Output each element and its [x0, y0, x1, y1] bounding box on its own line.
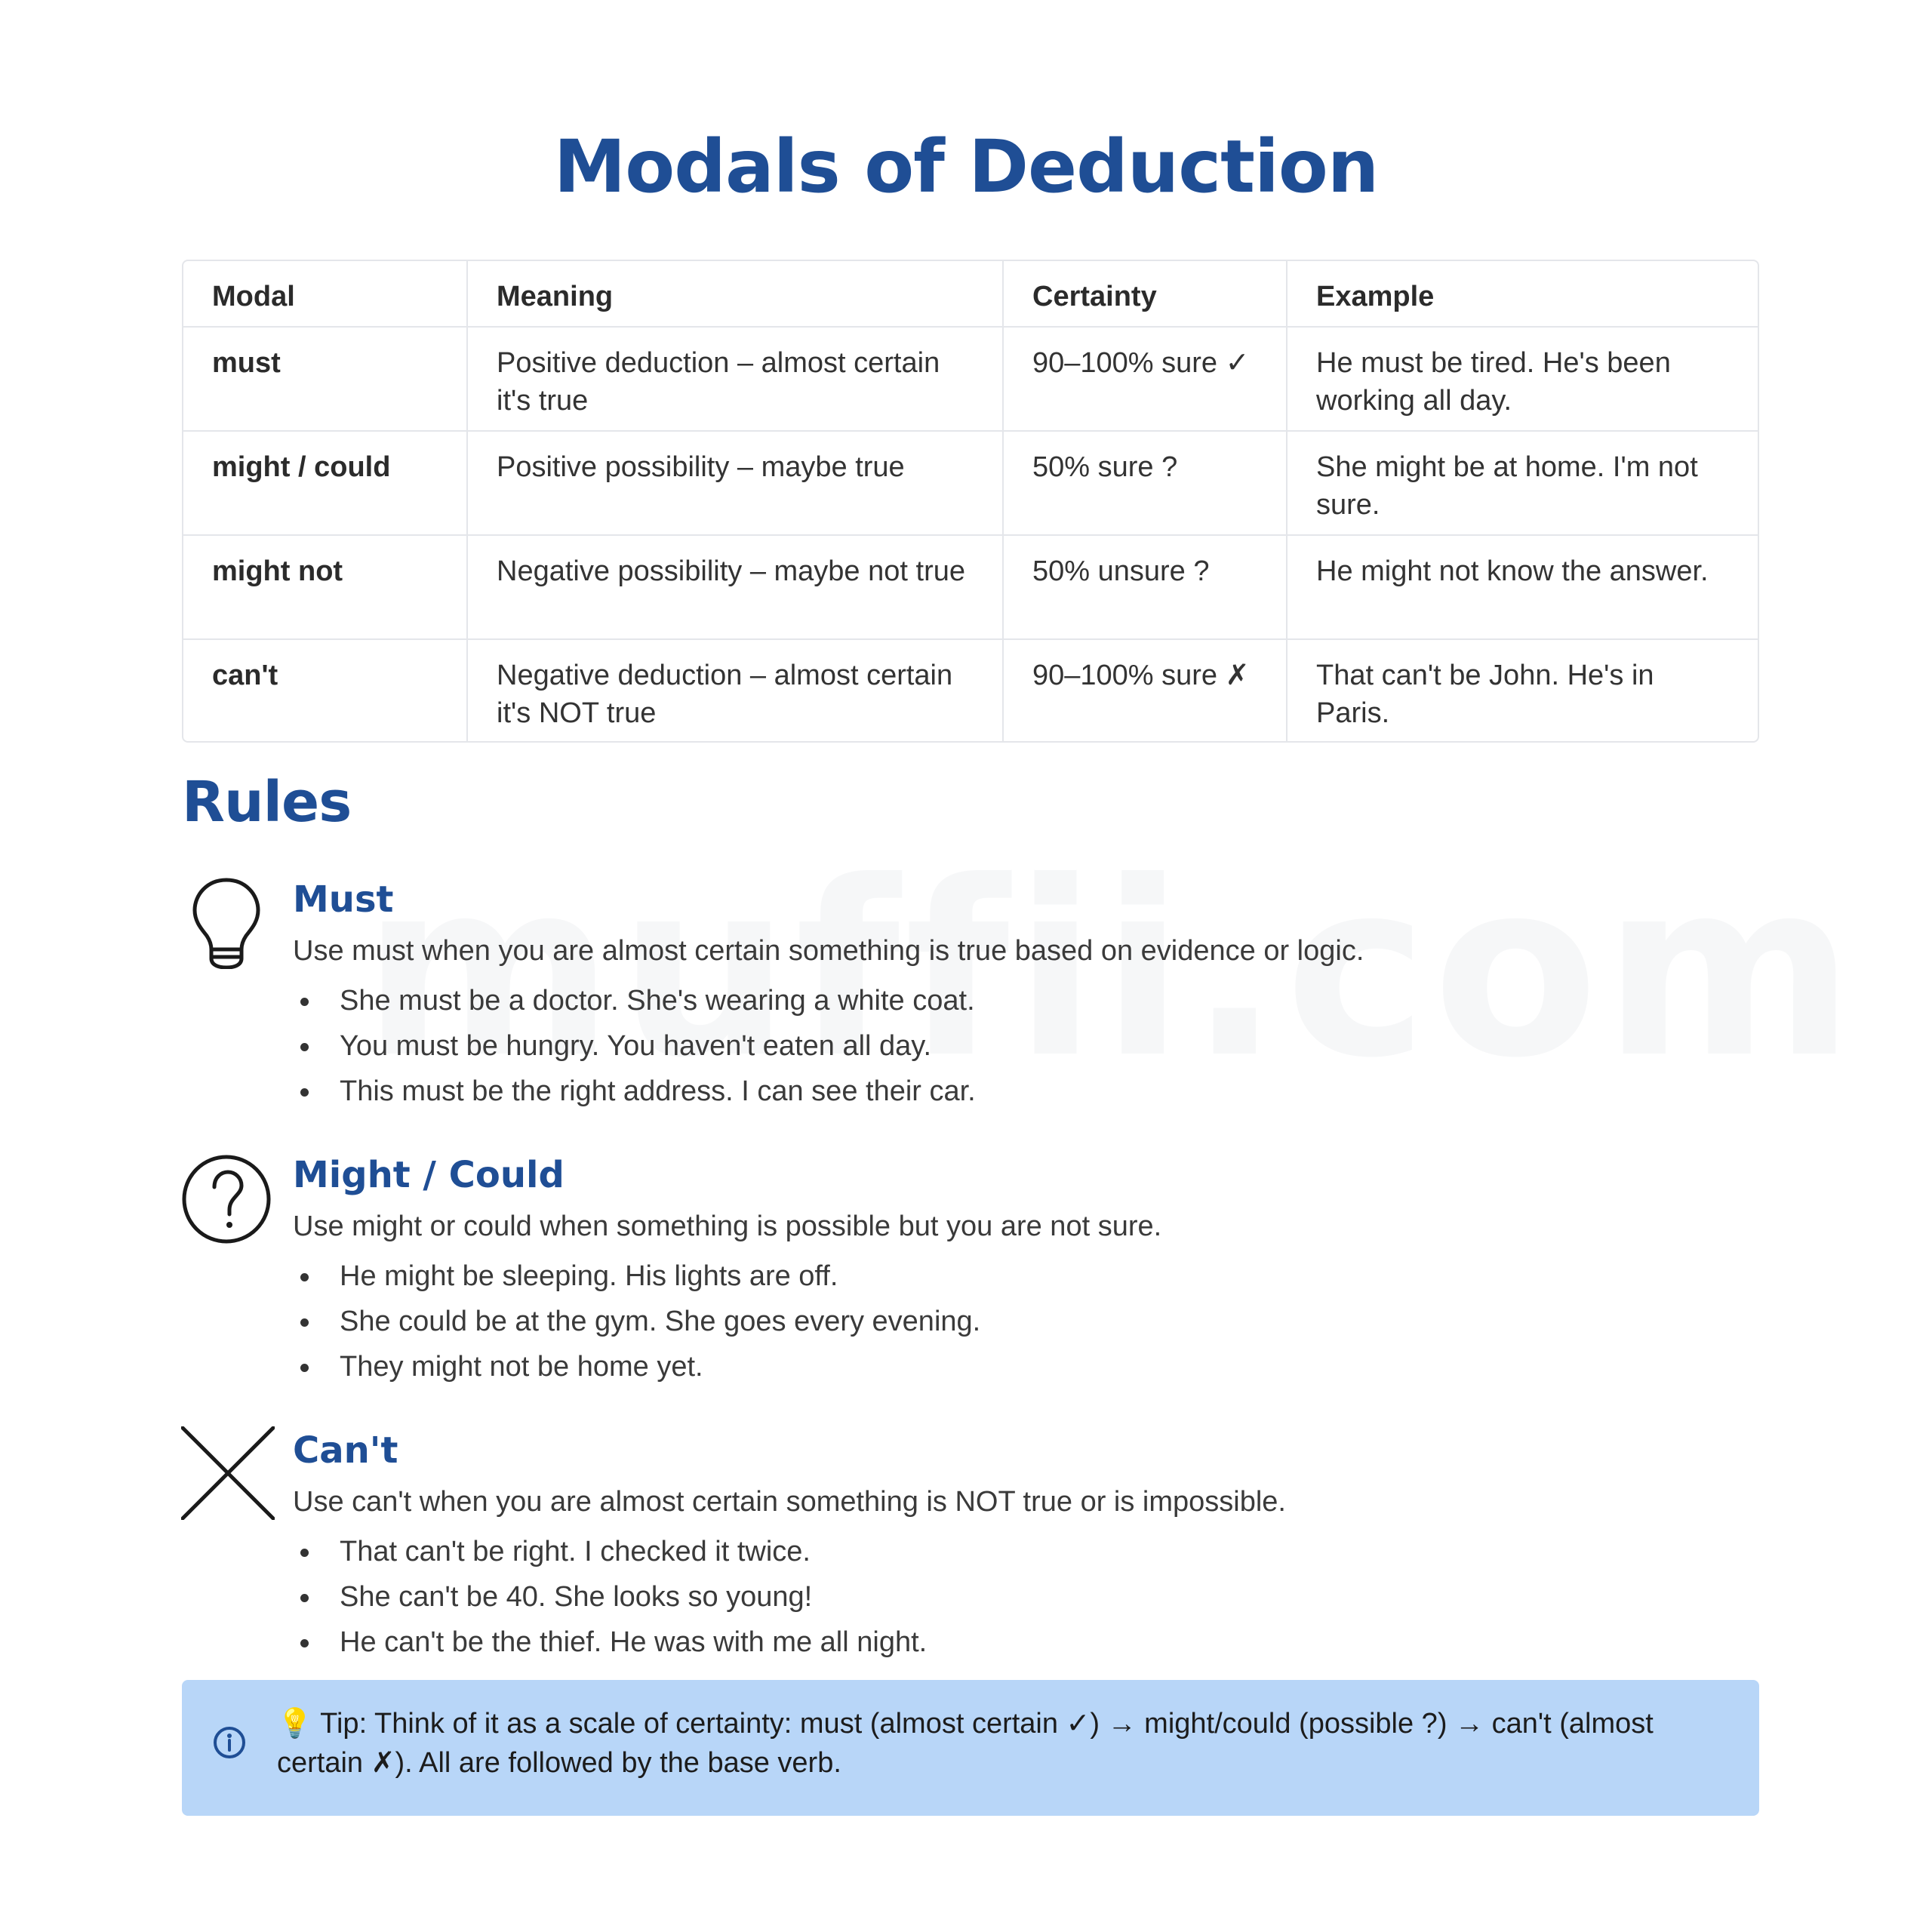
rules-heading: Rules [182, 770, 352, 835]
table-row [183, 639, 1758, 743]
cell-modal: can't [183, 639, 467, 743]
cell-certainty: 90–100% sure ✓ [1003, 327, 1287, 431]
lightbulb-icon [180, 875, 273, 969]
cell-certainty: 50% unsure ? [1003, 535, 1287, 639]
list-item: She could be at the gym. She goes every evening. [293, 1299, 980, 1344]
tip-text: 💡 Tip: Think of it as a scale of certainty: must (almost certain ✓) → might/could (possible ?) → can't (almost certain ✗). All are followed by the base verb. [277, 1708, 1654, 1779]
cell-modal: might / could [183, 431, 467, 535]
cell-meaning: Negative possibility – maybe not true [467, 535, 1003, 639]
rule-description: Use can't when you are almost certain something is NOT true or is impossible. [293, 1486, 1286, 1518]
table-row [183, 431, 1758, 535]
info-icon [212, 1725, 247, 1760]
cell-example: He might not know the answer. [1287, 535, 1758, 639]
cell-certainty: 50% sure ? [1003, 431, 1287, 535]
example-list [293, 1529, 927, 1665]
list-item: That can't be right. I checked it twice. [293, 1529, 927, 1574]
cell-example: He must be tired. He's been working all day. [1287, 327, 1758, 431]
table-header-row [183, 261, 1758, 327]
modals-table [182, 260, 1759, 743]
list-item: She must be a doctor. She's wearing a white coat. [293, 978, 976, 1023]
table-row [183, 327, 1758, 431]
cell-modal: must [183, 327, 467, 431]
table-row [183, 535, 1758, 639]
cross-icon [181, 1426, 275, 1520]
rule-title: Can't [293, 1429, 398, 1472]
list-item: He can't be the thief. He was with me all night. [293, 1620, 927, 1665]
list-item: They might not be home yet. [293, 1344, 980, 1389]
example-list [293, 1254, 980, 1389]
cell-meaning: Positive deduction – almost certain it's true [467, 327, 1003, 431]
tip-callout [182, 1680, 1759, 1816]
list-item: He might be sleeping. His lights are off. [293, 1254, 980, 1299]
page-title: Modals of Deduction [553, 125, 1379, 209]
cell-meaning: Positive possibility – maybe true [467, 431, 1003, 535]
rule-title: Must [293, 878, 394, 921]
list-item: She can't be 40. She looks so young! [293, 1574, 927, 1620]
list-item: You must be hungry. You haven't eaten all day. [293, 1023, 976, 1069]
rule-description: Use must when you are almost certain something is true based on evidence or logic. [293, 935, 1364, 967]
cell-meaning: Negative deduction – almost certain it's NOT true [467, 639, 1003, 743]
rule-description: Use might or could when something is possible but you are not sure. [293, 1211, 1162, 1242]
question-circle-icon [181, 1151, 275, 1244]
rule-title: Might / Could [293, 1154, 565, 1196]
cell-modal: might not [183, 535, 467, 639]
cell-example: She might be at home. I'm not sure. [1287, 431, 1758, 535]
list-item: This must be the right address. I can see their car. [293, 1069, 976, 1114]
header-meaning: Meaning [467, 261, 1003, 327]
header-example: Example [1287, 261, 1758, 327]
header-certainty: Certainty [1003, 261, 1287, 327]
example-list [293, 978, 976, 1114]
header-modal: Modal [212, 281, 295, 312]
cell-example: That can't be John. He's in Paris. [1287, 639, 1758, 743]
cell-certainty: 90–100% sure ✗ [1003, 639, 1287, 743]
